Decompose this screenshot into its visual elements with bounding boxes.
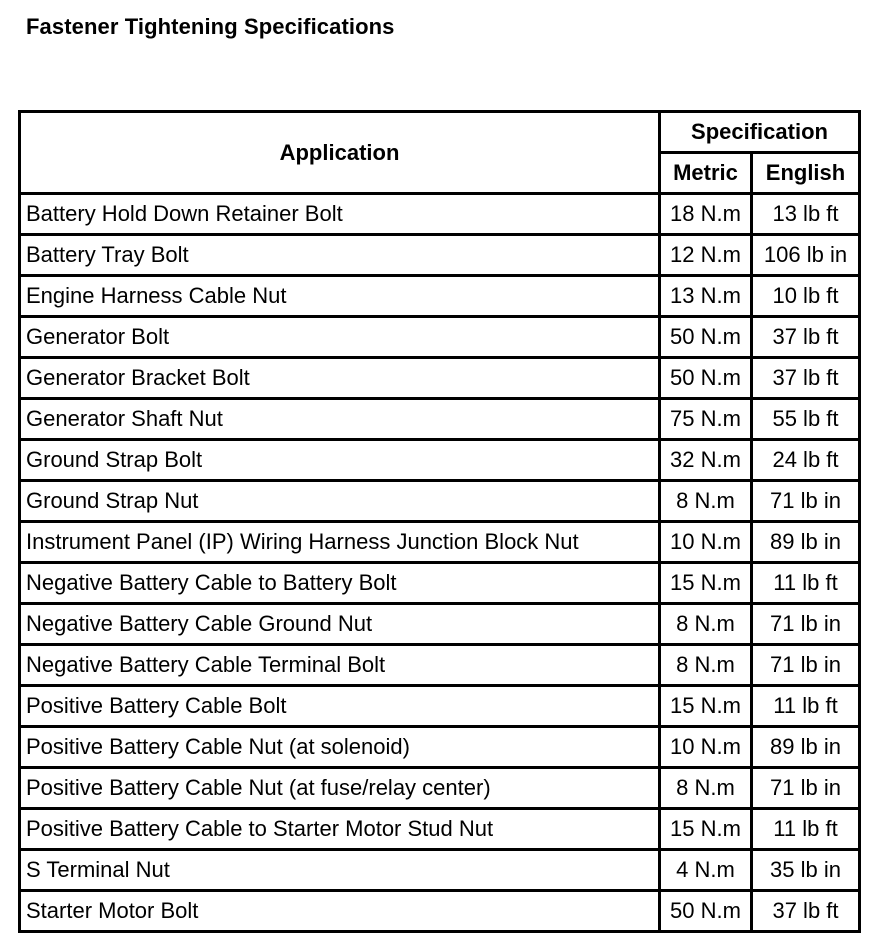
metric-cell: 32 N.m: [660, 440, 752, 481]
metric-cell: 15 N.m: [660, 686, 752, 727]
metric-cell: 8 N.m: [660, 604, 752, 645]
table-body: [20, 194, 860, 932]
metric-cell: 13 N.m: [660, 276, 752, 317]
metric-cell: 75 N.m: [660, 399, 752, 440]
table-row: [20, 891, 860, 932]
table-row: [20, 645, 860, 686]
table-row: [20, 481, 860, 522]
metric-header: Metric: [660, 153, 752, 194]
table-row: [20, 604, 860, 645]
metric-cell: 12 N.m: [660, 235, 752, 276]
application-cell: Ground Strap Bolt: [20, 440, 660, 481]
metric-cell: 10 N.m: [660, 522, 752, 563]
table-row: [20, 440, 860, 481]
metric-cell: 50 N.m: [660, 358, 752, 399]
metric-cell: 8 N.m: [660, 768, 752, 809]
application-cell: Instrument Panel (IP) Wiring Harness Junction Block Nut: [20, 522, 660, 563]
application-cell: Negative Battery Cable Terminal Bolt: [20, 645, 660, 686]
english-cell: 37 lb ft: [752, 891, 860, 932]
table-row: [20, 522, 860, 563]
application-cell: Positive Battery Cable Nut (at fuse/relay center): [20, 768, 660, 809]
table-row: [20, 563, 860, 604]
english-cell: 71 lb in: [752, 481, 860, 522]
fastener-spec-table: [18, 110, 861, 933]
english-cell: 89 lb in: [752, 522, 860, 563]
table-header-row: [20, 112, 860, 153]
application-cell: S Terminal Nut: [20, 850, 660, 891]
application-cell: Generator Bracket Bolt: [20, 358, 660, 399]
metric-cell: 50 N.m: [660, 317, 752, 358]
application-header: Application: [20, 112, 660, 194]
application-cell: Battery Tray Bolt: [20, 235, 660, 276]
application-cell: Ground Strap Nut: [20, 481, 660, 522]
application-cell: Generator Bolt: [20, 317, 660, 358]
english-cell: 71 lb in: [752, 645, 860, 686]
table-row: [20, 317, 860, 358]
application-cell: Negative Battery Cable to Battery Bolt: [20, 563, 660, 604]
metric-cell: 15 N.m: [660, 809, 752, 850]
page-title: Fastener Tightening Specifications: [26, 14, 395, 39]
table-row: [20, 276, 860, 317]
english-cell: 13 lb ft: [752, 194, 860, 235]
english-cell: 24 lb ft: [752, 440, 860, 481]
english-cell: 55 lb ft: [752, 399, 860, 440]
application-cell: Battery Hold Down Retainer Bolt: [20, 194, 660, 235]
metric-cell: 50 N.m: [660, 891, 752, 932]
application-cell: Engine Harness Cable Nut: [20, 276, 660, 317]
english-cell: 89 lb in: [752, 727, 860, 768]
metric-cell: 10 N.m: [660, 727, 752, 768]
application-cell: Generator Shaft Nut: [20, 399, 660, 440]
metric-cell: 8 N.m: [660, 481, 752, 522]
english-cell: 71 lb in: [752, 768, 860, 809]
table-row: [20, 850, 860, 891]
table-row: [20, 809, 860, 850]
english-cell: 106 lb in: [752, 235, 860, 276]
table-row: [20, 727, 860, 768]
metric-cell: 15 N.m: [660, 563, 752, 604]
english-cell: 37 lb ft: [752, 358, 860, 399]
application-cell: Positive Battery Cable Bolt: [20, 686, 660, 727]
table-row: [20, 686, 860, 727]
english-cell: 11 lb ft: [752, 809, 860, 850]
table-row: [20, 235, 860, 276]
metric-cell: 4 N.m: [660, 850, 752, 891]
english-cell: 11 lb ft: [752, 563, 860, 604]
english-header: English: [752, 153, 860, 194]
specification-header: Specification: [660, 112, 860, 153]
application-cell: Negative Battery Cable Ground Nut: [20, 604, 660, 645]
application-cell: Positive Battery Cable Nut (at solenoid): [20, 727, 660, 768]
english-cell: 35 lb in: [752, 850, 860, 891]
english-cell: 37 lb ft: [752, 317, 860, 358]
table-row: [20, 768, 860, 809]
table-row: [20, 194, 860, 235]
english-cell: 10 lb ft: [752, 276, 860, 317]
metric-cell: 18 N.m: [660, 194, 752, 235]
table-row: [20, 399, 860, 440]
english-cell: 71 lb in: [752, 604, 860, 645]
table-row: [20, 358, 860, 399]
application-cell: Positive Battery Cable to Starter Motor Stud Nut: [20, 809, 660, 850]
application-cell: Starter Motor Bolt: [20, 891, 660, 932]
metric-cell: 8 N.m: [660, 645, 752, 686]
english-cell: 11 lb ft: [752, 686, 860, 727]
